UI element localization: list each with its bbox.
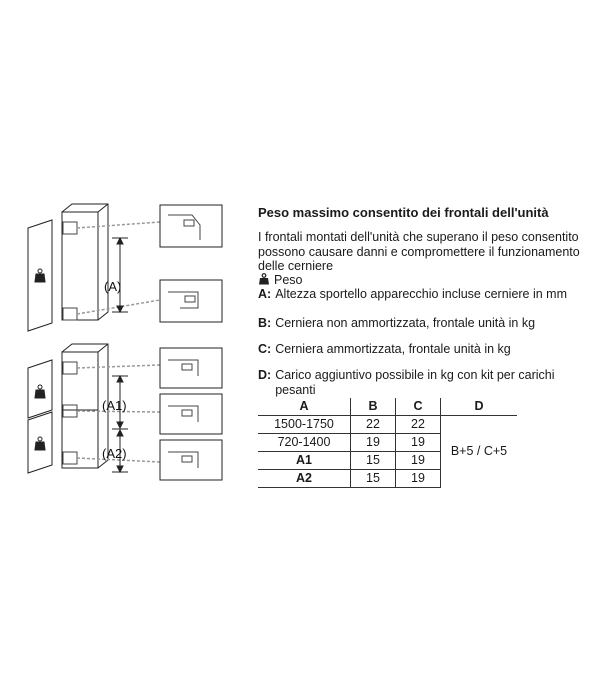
table-header-a: A (258, 398, 351, 416)
table-cell: A1 (258, 452, 351, 470)
table-cell: 720-1400 (258, 434, 351, 452)
dimension-label-a2: (A2) (102, 446, 127, 461)
legend-weight-label: Peso (274, 273, 303, 287)
table-cell: 22 (351, 416, 396, 434)
legend-b-text: Cerniera non ammortizzata, frontale unità in kg (275, 316, 536, 330)
dimension-label-a: (A) (104, 279, 122, 294)
table-cell: 19 (396, 470, 441, 488)
table-cell: 19 (396, 434, 441, 452)
legend-a-key: A: (258, 287, 272, 301)
legend-d-text: Carico aggiuntivo possibile in kg con kit per carichi pesanti (275, 368, 555, 397)
table-header-b: B (351, 398, 396, 416)
dimension-label-a1: (A1) (102, 398, 127, 413)
detail-top-2 (160, 280, 222, 322)
legend-d-key: D: (258, 368, 272, 382)
legend-b (258, 316, 588, 331)
table-cell: 19 (396, 452, 441, 470)
table-header-d: D (441, 398, 518, 416)
table-cell: 15 (351, 452, 396, 470)
table-cell: A2 (258, 470, 351, 488)
legend-c-text: Cerniera ammortizzata, frontale unità in kg (275, 342, 511, 356)
table-cell: 19 (351, 434, 396, 452)
table-header-c: C (396, 398, 441, 416)
table-row (258, 416, 517, 434)
intro-text: I frontali montati dell'unità che superano il peso consentito possono causare danni e compromettere il funzionamento delle cerniere (258, 230, 580, 274)
weight-icon (258, 273, 270, 285)
table-cell-d: B+5 / C+5 (441, 416, 518, 488)
legend-weight (258, 273, 588, 288)
weight-table (258, 398, 517, 488)
legend-a (258, 287, 588, 302)
legend-c-key: C: (258, 342, 272, 356)
legend-d (258, 368, 588, 397)
table-cell: 22 (396, 416, 441, 434)
legend-a-text: Altezza sportello apparecchio incluse cerniere in mm (275, 287, 568, 301)
legend-b-key: B: (258, 316, 272, 330)
table-cell: 1500-1750 (258, 416, 351, 434)
section-title: Peso massimo consentito dei frontali dell'unità (258, 205, 549, 220)
appliance-diagram (20, 200, 250, 500)
legend-c (258, 342, 588, 357)
table-cell: 15 (351, 470, 396, 488)
